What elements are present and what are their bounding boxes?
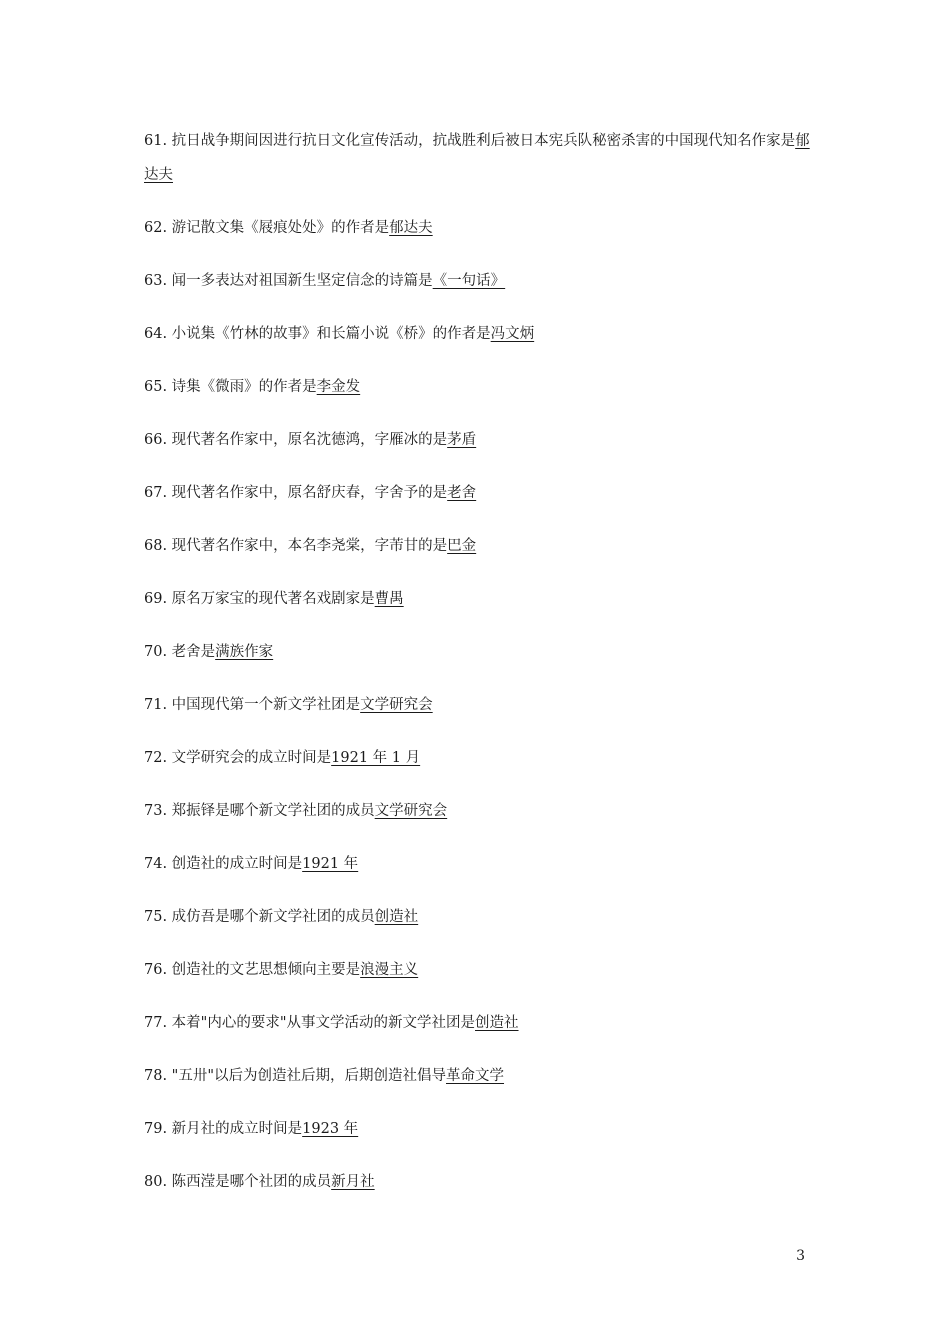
item-question: 创造社的文艺思想倾向主要是	[171, 962, 361, 978]
page-number: 3	[796, 1248, 805, 1264]
item-answer: 浪漫主义	[360, 962, 419, 978]
item-question: 现代著名作家中，原名沈德鸿，字雁冰的是	[171, 432, 448, 448]
item-question: 现代著名作家中，原名舒庆春，字舍予的是	[171, 485, 448, 501]
list-item	[144, 317, 814, 351]
list-item	[144, 794, 814, 828]
item-question: 郑振铎是哪个新文学社团的成员	[171, 803, 375, 819]
list-item	[144, 476, 814, 510]
list-item	[144, 741, 814, 775]
list-item	[144, 953, 814, 987]
item-question: 游记散文集《屐痕处处》的作者是	[171, 220, 390, 236]
item-number: 65.	[144, 379, 168, 395]
item-answer: 创造社	[374, 909, 419, 925]
list-item	[144, 847, 814, 881]
item-answer: 老舍	[447, 485, 477, 501]
list-item	[144, 423, 814, 457]
item-question: 新月社的成立时间是	[171, 1121, 303, 1137]
item-answer: 1923 年	[302, 1121, 359, 1137]
item-question: 抗日战争期间因进行抗日文化宣传活动，抗战胜利后被日本宪兵队秘密杀害的中国现代知名作家是	[171, 133, 796, 149]
item-number: 76.	[144, 962, 168, 978]
list-item	[144, 529, 814, 563]
item-question: 小说集《竹林的故事》和长篇小说《桥》的作者是	[171, 326, 491, 342]
item-number: 71.	[144, 697, 168, 713]
item-answer: 1921 年 1 月	[331, 750, 421, 766]
item-number: 80.	[144, 1174, 168, 1190]
item-answer: 满族作家	[215, 644, 274, 660]
item-question: 现代著名作家中，本名李尧棠，字芾甘的是	[171, 538, 448, 554]
list-item	[144, 635, 814, 669]
item-number: 79.	[144, 1121, 168, 1137]
item-answer: 文学研究会	[374, 803, 448, 819]
item-answer: 革命文学	[446, 1068, 505, 1084]
item-number: 78.	[144, 1068, 168, 1084]
list-item	[144, 1059, 814, 1093]
item-number: 62.	[144, 220, 168, 236]
item-question: "五卅"以后为创造社后期，后期创造社倡导	[171, 1068, 447, 1084]
item-number: 61.	[144, 133, 168, 149]
item-number: 66.	[144, 432, 168, 448]
item-answer: 郁达夫	[144, 133, 810, 183]
item-answer: 冯文炳	[490, 326, 535, 342]
item-number: 73.	[144, 803, 168, 819]
item-question: 老舍是	[171, 644, 216, 660]
item-number: 64.	[144, 326, 168, 342]
item-answer: 曹禺	[374, 591, 404, 607]
item-question: 闻一多表达对祖国新生坚定信念的诗篇是	[171, 273, 433, 289]
item-number: 63.	[144, 273, 168, 289]
list-item	[144, 900, 814, 934]
item-answer: 郁达夫	[389, 220, 433, 236]
item-answer: 巴金	[447, 538, 477, 554]
item-answer: 李金发	[316, 379, 361, 395]
item-question: 本着"内心的要求"从事文学活动的新文学社团是	[171, 1015, 476, 1031]
item-answer: 1921 年	[302, 856, 359, 872]
item-question: 成仿吾是哪个新文学社团的成员	[171, 909, 375, 925]
item-number: 68.	[144, 538, 168, 554]
item-number: 74.	[144, 856, 168, 872]
item-number: 69.	[144, 591, 168, 607]
item-answer: 创造社	[475, 1015, 519, 1031]
item-question: 创造社的成立时间是	[171, 856, 303, 872]
list-item	[144, 1006, 814, 1040]
list-item	[144, 264, 814, 298]
question-list	[144, 124, 814, 1218]
item-number: 72.	[144, 750, 168, 766]
item-question: 诗集《微雨》的作者是	[171, 379, 317, 395]
item-number: 77.	[144, 1015, 168, 1031]
list-item	[144, 1165, 814, 1199]
item-question: 原名万家宝的现代著名戏剧家是	[171, 591, 375, 607]
item-question: 陈西滢是哪个社团的成员	[171, 1174, 332, 1190]
item-question: 文学研究会的成立时间是	[171, 750, 332, 766]
item-question: 中国现代第一个新文学社团是	[171, 697, 361, 713]
item-number: 75.	[144, 909, 168, 925]
list-item	[144, 211, 814, 245]
list-item	[144, 1112, 814, 1146]
item-answer: 文学研究会	[360, 697, 433, 713]
list-item	[144, 370, 814, 404]
item-answer: 茅盾	[447, 432, 477, 448]
item-answer: 新月社	[331, 1174, 375, 1190]
item-number: 67.	[144, 485, 168, 501]
list-item	[144, 688, 814, 722]
list-item	[144, 582, 814, 616]
list-item	[144, 124, 814, 192]
item-number: 70.	[144, 644, 168, 660]
item-answer: 《一句话》	[432, 273, 506, 289]
